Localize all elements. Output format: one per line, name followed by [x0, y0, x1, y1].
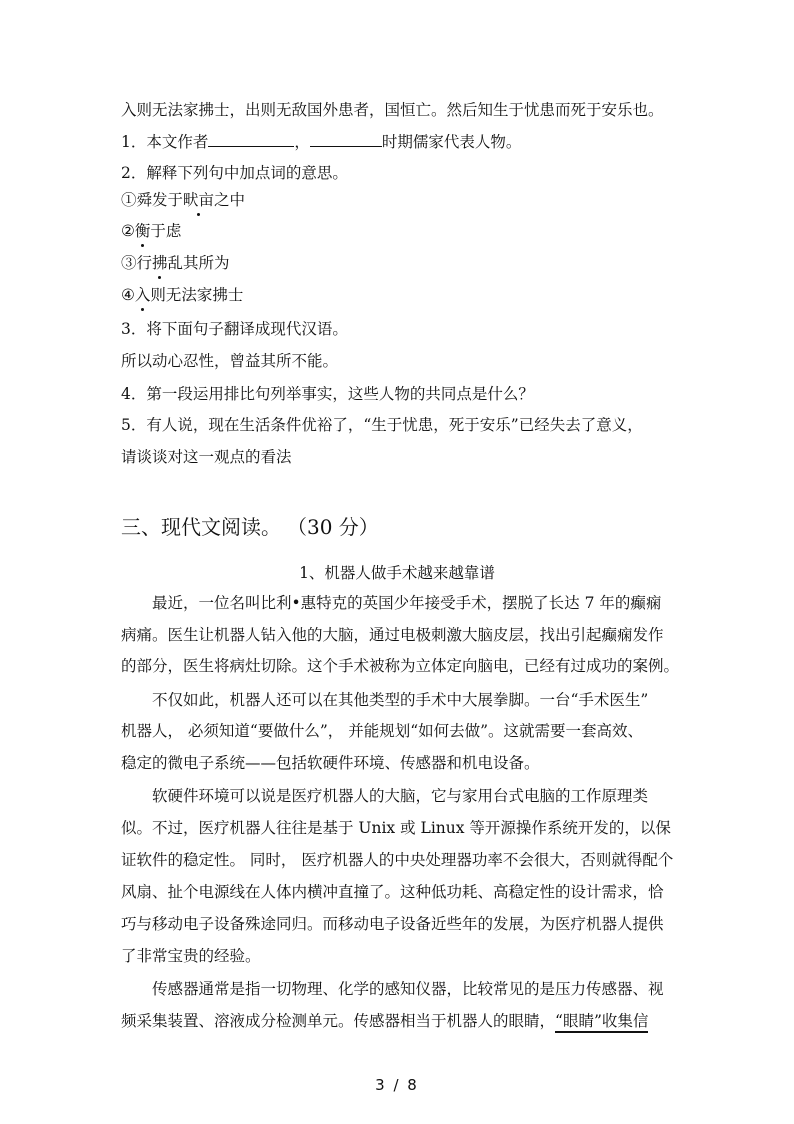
article-line: 软硬件环境可以说是医疗机器人的大脑，它与家用台式电脑的工作原理类: [152, 787, 649, 805]
q2-item-4-post: 则无法家拂士: [150, 286, 244, 304]
dotted-word: 拂: [152, 254, 168, 272]
q2-item-2-post: 于虑: [150, 222, 182, 240]
q2-item-2-pre: ②: [121, 222, 135, 240]
question-5-line-1: 5．有人说，现在生活条件优裕了，“生于忧患，死于安乐”已经失去了意义，: [121, 416, 643, 434]
article-title: 1、机器人做手术越来越靠谱: [299, 564, 495, 582]
article-line: 稳定的微电子系统——包括软硬件环境、传感器和机电设备。: [121, 754, 540, 772]
section-score: （30 分）: [297, 515, 379, 539]
article-line: 的部分，医生将病灶切除。这个手术被称为立体定向脑电，已经有过成功的案例。: [121, 657, 680, 675]
q2-item-1-pre: ①舜发于: [121, 191, 184, 209]
article-line: 似。不过，医疗机器人往往是基于 Unix 或 Linux 等开源操作系统开发的，以保: [121, 819, 671, 837]
question-2-title: 2．解释下列句中加点词的意思。: [121, 164, 348, 182]
q1-prefix: 1．本文作者: [121, 133, 209, 151]
q2-item-1-post: 之中: [214, 191, 246, 209]
period-blank[interactable]: [310, 132, 382, 147]
dotted-word: 衡: [134, 222, 151, 240]
q1-suffix: 时期儒家代表人物。: [381, 133, 522, 151]
q2-item-4: [121, 284, 681, 306]
article-line: 病痛。医生让机器人钻入他的大脑，通过电极刺激大脑皮层，找出引起癫痫发作: [121, 626, 664, 644]
underlined-text: “眼睛”收集信: [555, 1012, 648, 1033]
question-3-sentence: 所以动心忍性，曾益其所不能。: [121, 352, 339, 370]
q2-item-1: [121, 189, 681, 211]
article-line: [121, 1010, 681, 1032]
author-blank[interactable]: [208, 132, 294, 147]
article-line: 传感器通常是指一切物理、化学的感知仪器，比较常见的是压力传感器、视: [152, 980, 664, 998]
dotted-word: 入: [134, 286, 151, 304]
article-line: 风扇、扯个电源线在人体内横冲直撞了。这种低功耗、高稳定性的设计需求，恰: [121, 883, 664, 901]
article-text: 频采集装置、溶液成分检测单元。传感器相当于机器人的眼睛，: [121, 1012, 556, 1030]
q2-item-4-pre: ④: [121, 286, 135, 304]
article-line: 不仅如此，机器人还可以在其他类型的手术中大展拳脚。一台“手术医生”: [152, 691, 649, 709]
section-title: 三、现代文阅读。: [121, 515, 281, 539]
article-line: 最近，一位名叫比利•惠特克的英国少年接受手术，摆脱了长达 7 年的癫痫: [152, 594, 662, 612]
article-line: 巧与移动电子设备殊途同归。而移动电子设备近些年的发展，为医疗机器人提供: [121, 915, 664, 933]
question-1: [121, 131, 681, 153]
article-line: 证软件的稳定性。 同时， 医疗机器人的中央处理器功率不会很大，否则就得配个: [121, 851, 674, 869]
q2-item-3-pre: ③行: [121, 254, 153, 272]
intro-line: 入则无法家拂士，出则无敌国外患者，国恒亡。然后知生于忧患而死于安乐也。: [121, 101, 664, 119]
question-4: 4．第一段运用排比句列举事实，这些人物的共同点是什么？: [121, 385, 534, 403]
question-5-line-2: 请谈谈对这一观点的看法: [121, 448, 292, 466]
section-heading: [121, 513, 379, 541]
q1-sep: ，: [294, 133, 310, 151]
q2-item-3-post: 乱其所为: [167, 254, 230, 272]
article-line: 机器人， 必须知道“要做什么”， 并能规划“如何去做”。这就需要一套高效、: [121, 722, 644, 740]
question-3-title: 3．将下面句子翻译成现代汉语。: [121, 320, 348, 338]
q2-item-3: [121, 252, 681, 274]
dotted-word: 畎亩: [183, 191, 215, 209]
article-line: 了非常宝贵的经验。: [121, 947, 261, 965]
page-number: 3 / 8: [375, 1076, 419, 1094]
q2-item-2: [121, 220, 681, 242]
